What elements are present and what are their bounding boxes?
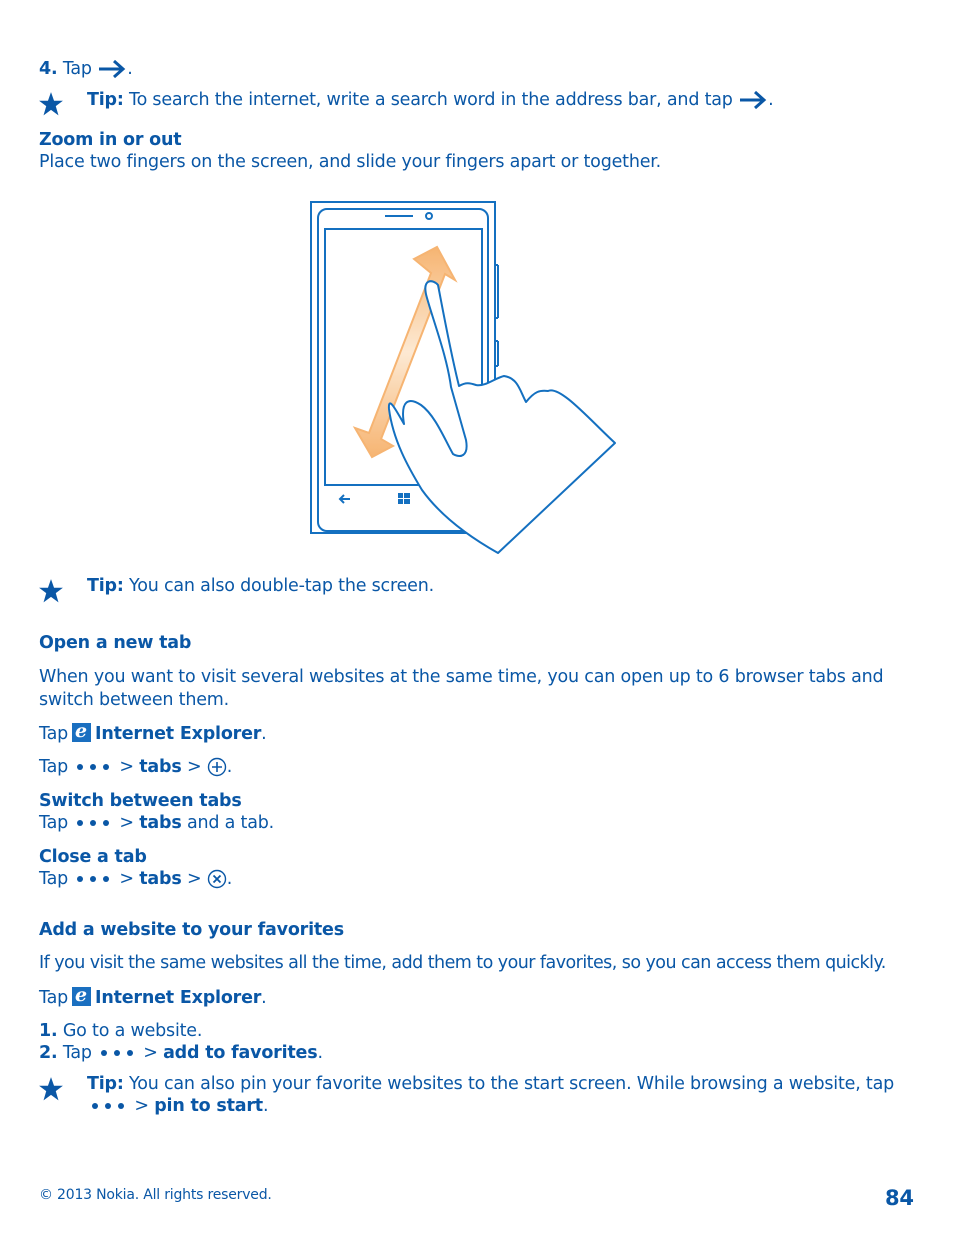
- tip-double-tap: [87, 576, 434, 596]
- tabs-label: tabs: [139, 869, 182, 889]
- favorites-step2: [39, 1043, 323, 1063]
- gt: >: [186, 757, 202, 777]
- tabs-label: tabs: [139, 757, 182, 777]
- tap-end: .: [226, 757, 233, 777]
- gt: >: [143, 1043, 158, 1063]
- favorites-body: If you visit the same websites all the time, add them to your favorites, so you can access them quickly.: [39, 953, 886, 973]
- zoom-body: Place two fingers on the screen, and slide your fingers apart or together.: [39, 152, 662, 172]
- tip-text: You can also double-tap the screen.: [129, 576, 434, 596]
- tip-end: .: [768, 90, 774, 110]
- tip-label: Tip:: [87, 90, 124, 110]
- open-tab-body-line2: switch between them.: [39, 690, 229, 710]
- gt: >: [134, 1096, 149, 1116]
- tip-text: You can also pin your favorite websites to the start screen. While browsing a website, tap: [129, 1074, 895, 1094]
- right-arrow-icon: [738, 89, 768, 111]
- app-name: Internet Explorer: [95, 724, 262, 744]
- ellipsis-icon: [76, 875, 110, 883]
- gt: >: [119, 813, 134, 833]
- zoom-heading: Zoom in or out: [39, 130, 182, 150]
- step-text: Tap: [62, 59, 92, 79]
- step-end: .: [127, 59, 133, 79]
- gt: >: [119, 757, 134, 777]
- tabs-label: tabs: [139, 813, 182, 833]
- open-tab-step1: [39, 720, 267, 744]
- tip-search: [87, 89, 773, 111]
- step-text: Go to a website.: [62, 1021, 203, 1041]
- tap-text: Tap: [62, 1043, 92, 1063]
- tap-end: .: [261, 988, 267, 1008]
- action-label: add to favorites: [163, 1043, 318, 1063]
- tip-end: .: [262, 1096, 269, 1116]
- open-tab-body-line1: When you want to visit several websites at the same time, you can open up to 6 browser tabs and: [39, 667, 884, 687]
- action-label: pin to start: [154, 1096, 263, 1116]
- close-tab-heading: Close a tab: [39, 847, 147, 867]
- tip-text: To search the internet, write a search word in the address bar, and tap: [129, 90, 733, 110]
- tap-text: Tap: [39, 869, 69, 889]
- step-number: 2.: [39, 1043, 58, 1063]
- step-number: 1.: [39, 1021, 58, 1041]
- tap-end: .: [226, 869, 233, 889]
- ellipsis-icon: [91, 1102, 125, 1110]
- post-text: and a tab.: [186, 813, 274, 833]
- internet-explorer-icon: e: [72, 723, 91, 742]
- star-icon: [38, 1076, 64, 1102]
- tap-text: Tap: [39, 757, 69, 777]
- tap-text: Tap: [39, 988, 69, 1008]
- pinch-zoom-illustration: [300, 195, 630, 560]
- switch-tabs-step: [39, 813, 274, 833]
- favorites-heading: Add a website to your favorites: [39, 920, 344, 940]
- close-circle-icon: [207, 869, 227, 889]
- internet-explorer-icon: e: [72, 987, 91, 1006]
- tap-end: .: [261, 724, 267, 744]
- app-name: Internet Explorer: [95, 988, 262, 1008]
- close-tab-step: [39, 869, 232, 889]
- tip-pin: [87, 1074, 894, 1094]
- tip-pin-line2: [87, 1096, 268, 1116]
- tap-text: Tap: [39, 724, 69, 744]
- step-end: .: [317, 1043, 323, 1063]
- step-4: [39, 58, 133, 80]
- switch-tabs-heading: Switch between tabs: [39, 791, 242, 811]
- open-tab-step2: [39, 757, 232, 777]
- gt: >: [119, 869, 134, 889]
- right-arrow-icon: [97, 58, 127, 80]
- star-icon: [38, 91, 64, 117]
- step-number: 4.: [39, 59, 58, 79]
- tap-text: Tap: [39, 813, 69, 833]
- ellipsis-icon: [76, 763, 110, 771]
- ellipsis-icon: [100, 1049, 134, 1057]
- windows-icon: [398, 493, 410, 504]
- tip-label: Tip:: [87, 576, 124, 596]
- open-tab-heading: Open a new tab: [39, 633, 192, 653]
- page-number: 84: [885, 1186, 914, 1210]
- plus-circle-icon: [207, 757, 227, 777]
- star-icon: [38, 578, 64, 604]
- gt: >: [186, 869, 202, 889]
- tip-label: Tip:: [87, 1074, 124, 1094]
- favorites-tap-ie: [39, 984, 267, 1008]
- ellipsis-icon: [76, 819, 110, 827]
- copyright: © 2013 Nokia. All rights reserved.: [39, 1187, 272, 1203]
- favorites-step1: [39, 1021, 202, 1041]
